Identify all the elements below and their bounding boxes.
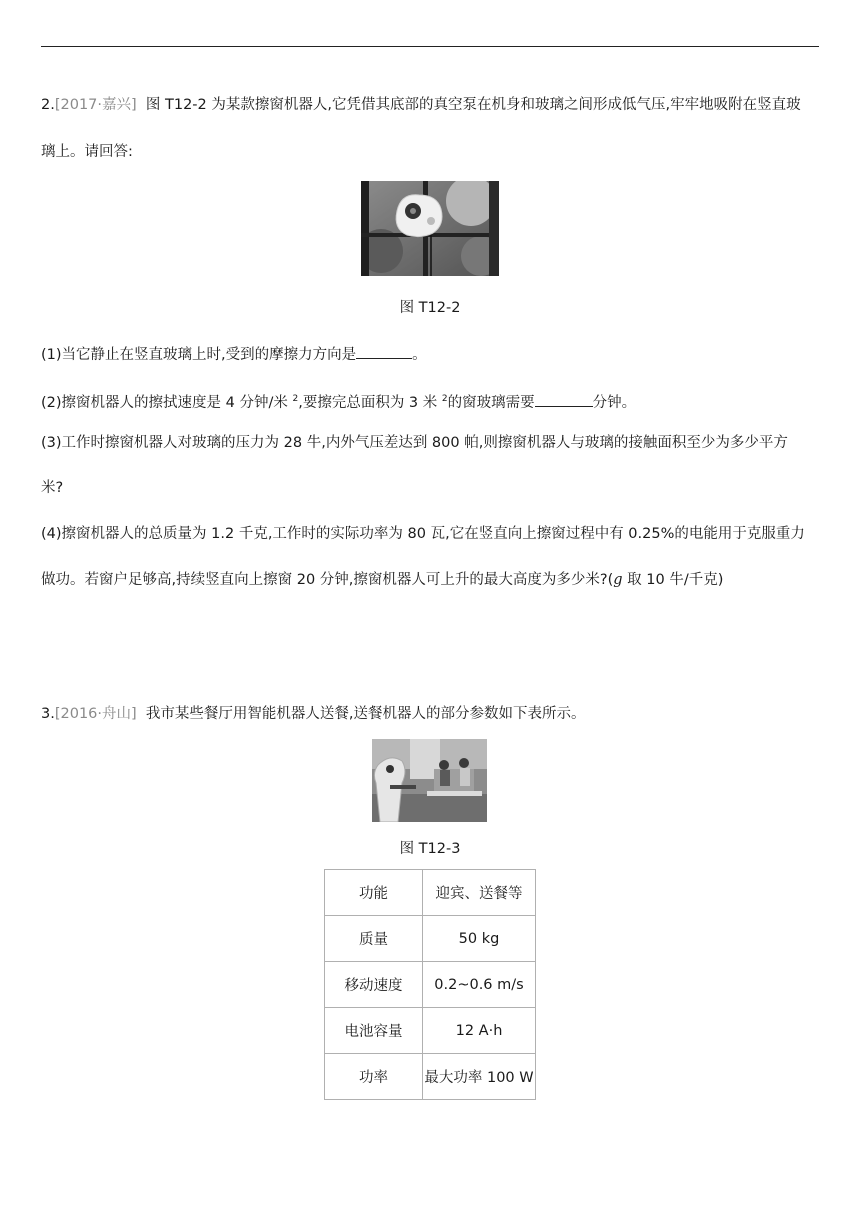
q2-part4-text-a: 做功。若窗户足够高,持续竖直向上擦窗 20 分钟,擦窗机器人可上升的最大高度为多少米?( xyxy=(41,572,614,588)
table-row xyxy=(325,962,536,1008)
answer-blank-2[interactable] xyxy=(535,392,593,407)
q3-stem-text: 我市某些餐厅用智能机器人送餐,送餐机器人的部分参数如下表所示。 xyxy=(145,706,586,722)
param-name: 质量 xyxy=(325,916,423,962)
q2-part3-line1: (3)工作时擦窗机器人对玻璃的压力为 28 牛,内外气压差达到 800 帕,则擦窗机器人与玻璃的接触面积至少为多少平方 xyxy=(41,435,788,451)
param-value: 50 kg xyxy=(423,916,536,962)
q2-stem-line2: 璃上。请回答: xyxy=(41,144,133,160)
param-name: 功率 xyxy=(325,1054,423,1100)
q2-part3-line2: 米? xyxy=(41,480,64,496)
q2-source: [2017·嘉兴] xyxy=(54,97,137,113)
superscript-2: 2 xyxy=(441,394,448,404)
q2-part4-line1: (4)擦窗机器人的总质量为 1.2 千克,工作时的实际功率为 80 瓦,它在竖直向上擦窗过程中有 0.25%的电能用于克服重力 xyxy=(41,526,805,542)
q3-stem xyxy=(41,704,586,724)
q2-part4-line2 xyxy=(41,570,723,590)
top-divider xyxy=(41,46,819,47)
window-robot-photo xyxy=(361,181,499,276)
q2-number: 2. xyxy=(41,97,55,113)
superscript-2: 2 xyxy=(292,394,299,404)
q2-stem-line1 xyxy=(41,95,801,115)
figure-caption-t12-3: 图 T12-3 xyxy=(399,841,461,857)
q2-part2 xyxy=(41,389,636,413)
table-row xyxy=(325,870,536,916)
delivery-robot-photo xyxy=(372,739,487,822)
table-row xyxy=(325,1008,536,1054)
robot-params-table xyxy=(324,869,536,1100)
q3-source: [2016·舟山] xyxy=(54,706,137,722)
q2-part1-end: 。 xyxy=(412,347,427,363)
param-value: 12 A·h xyxy=(423,1008,536,1054)
q2-part2-text-a: (2)擦窗机器人的擦拭速度是 4 分钟/米 xyxy=(41,395,293,411)
q3-number: 3. xyxy=(41,706,55,722)
param-name: 移动速度 xyxy=(325,962,423,1008)
param-value: 迎宾、送餐等 xyxy=(423,870,536,916)
q2-part4-text-b: 取 10 牛/千克) xyxy=(622,572,724,588)
q2-part1-text: (1)当它静止在竖直玻璃上时,受到的摩擦力方向是 xyxy=(41,347,357,363)
figure-caption-t12-2: 图 T12-2 xyxy=(399,300,461,316)
q2-part2-text-b: ,要擦完总面积为 3 米 xyxy=(298,395,442,411)
q2-stem-text: 图 T12-2 为某款擦窗机器人,它凭借其底部的真空泵在机身和玻璃之间形成低气压,牢牢地吸附在竖直玻 xyxy=(145,97,801,113)
answer-blank-1[interactable] xyxy=(356,344,412,359)
param-value: 最大功率 100 W xyxy=(423,1054,536,1100)
param-name: 电池容量 xyxy=(325,1008,423,1054)
param-name: 功能 xyxy=(325,870,423,916)
q2-part2-text-c: 的窗玻璃需要 xyxy=(447,395,535,411)
table-row xyxy=(325,916,536,962)
g-symbol: g xyxy=(613,572,623,588)
q2-part1 xyxy=(41,344,427,365)
q2-part2-text-d: 分钟。 xyxy=(592,395,637,411)
table-row xyxy=(325,1054,536,1100)
param-value: 0.2~0.6 m/s xyxy=(423,962,536,1008)
